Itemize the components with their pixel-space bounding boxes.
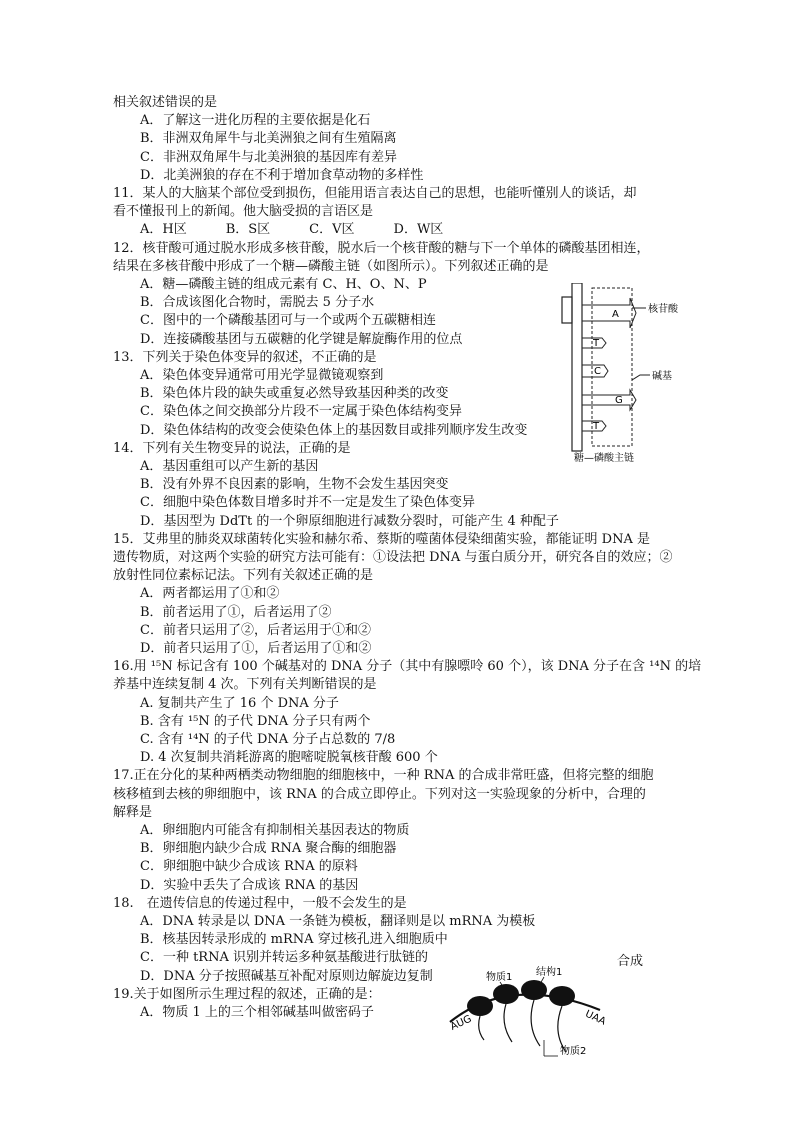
answer-option: C. 含有 ¹⁴N 的子代 DNA 分子占总数的 7/8: [140, 732, 396, 747]
base-letter: A: [612, 309, 619, 320]
question-line: 11．某人的大脑某个部位受到损伤，但能用语言表达自己的思想，也能听懂别人的谈话，却: [113, 186, 637, 201]
base-letter: T: [593, 338, 600, 349]
q18-option-c-tail: 合成: [617, 954, 644, 969]
answer-option: C．染色体之间交换部分片段不一定属于染色体结构变异: [140, 404, 462, 420]
answer-option: A．H区 B．S区 C．V区 D．W区: [140, 222, 444, 238]
ribosome: [493, 984, 519, 1004]
nucleotide-box: [582, 298, 636, 328]
answer-option: B. 含有 ¹⁵N 的子代 DNA 分子只有两个: [140, 713, 371, 729]
answer-option: C．一种 tRNA 识别并转运多种氨基酸进行肽链的: [140, 950, 428, 966]
question-line: 看不懂报刊上的新闻。他大脑受损的言语区是: [113, 204, 374, 220]
answer-option: A．染色体变异通常可用光学显微镜观察到: [140, 368, 384, 383]
answer-option: D．连接磷酸基团与五碳糖的化学键是解旋酶作用的位点: [140, 331, 463, 347]
question-line: 相关叙述错误的是: [113, 95, 218, 110]
answer-option: D. 4 次复制共消耗游离的胞嘧啶脱氧核苷酸 600 个: [140, 750, 438, 766]
question-line: 养基中连续复制 4 次。下列有关判断错误的是: [113, 677, 377, 693]
ribosome: [521, 980, 547, 1000]
label-structure1: 结构1: [536, 967, 563, 978]
label-substance1: 物质1: [486, 972, 513, 983]
answer-option: A．物质 1 上的三个相邻碱基叫做密码子: [140, 1005, 374, 1020]
question-line: 结果在多核苷酸中形成了一个糖—磷酸主链（如图所示）。下列叙述正确的是: [113, 258, 549, 274]
polypeptide-chain: [504, 1004, 512, 1042]
answer-option: B．前者运用了①，后者运用了②: [140, 604, 332, 620]
answer-option: A．了解这一进化历程的主要依据是化石: [140, 113, 371, 129]
answer-option: A．糖—磷酸主链的组成元素有 C、H、O、N、P: [140, 277, 427, 292]
answer-option: D．前者只运用了①，后者运用了①和②: [140, 641, 372, 656]
base-letter: T: [593, 421, 600, 432]
base-shape-3: [582, 390, 636, 410]
backbone-cap: [562, 297, 572, 323]
stop-codon: UAA: [583, 1008, 608, 1028]
answer-option: C．前者只运用了②，后者运用于①和②: [140, 622, 371, 638]
answer-option: B．合成该图化合物时，需脱去 5 分子水: [140, 295, 375, 311]
dna-backbone-diagram: [560, 283, 692, 463]
question-line: 19.关于如图所示生理过程的叙述，正确的是：: [113, 986, 381, 1002]
answer-option: A．两者都运用了①和②: [140, 586, 280, 602]
answer-option: A．卵细胞内可能含有抑制相关基因表达的物质: [140, 823, 410, 838]
question-line: 17.正在分化的某种两栖类动物细胞的细胞核中，一种 RNA 的合成非常旺盛，但将完整的细胞: [113, 768, 654, 784]
answer-option: A．DNA 转录是以 DNA 一条链为模板，翻译则是以 mRNA 为模板: [140, 914, 536, 929]
answer-option: C．细胞中染色体数目增多时并不一定是发生了染色体变异: [140, 495, 475, 511]
question-line: 放射性同位素标记法。下列有关叙述正确的是: [113, 568, 374, 584]
question-line: 核移植到去核的卵细胞中，该 RNA 的合成立即停止。下列对这一实验现象的分析中，合理的: [113, 786, 646, 802]
answer-option: B．核基因转录形成的 mRNA 穿过核孔进入细胞质中: [140, 932, 448, 948]
question-line: 14．下列有关生物变异的说法，正确的是: [113, 440, 351, 456]
answer-option: B．非洲双角犀牛与北美洲狼之间有生殖隔离: [140, 131, 397, 147]
start-codon: AUG: [448, 1013, 474, 1033]
question-line: 13．下列关于染色体变异的叙述，不正确的是: [113, 349, 377, 365]
question-line: 解释是: [113, 804, 153, 820]
label-backbone: 糖—磷酸主链: [574, 453, 634, 463]
answer-option: A．基因重组可以产生新的基因: [140, 459, 319, 474]
base-letter: C: [594, 366, 601, 377]
base-letter: G: [615, 395, 623, 406]
polypeptide-chain: [479, 1016, 484, 1040]
label-nucleotide: 核苷酸: [648, 304, 678, 315]
answer-option: D．北美洲狼的存在不利于增加食草动物的多样性: [140, 167, 424, 183]
polypeptide-chain: [531, 1000, 540, 1046]
label-base: 碱基: [652, 371, 672, 382]
answer-option: B．卵细胞内缺少合成 RNA 聚合酶的细胞器: [140, 841, 397, 857]
answer-option: C．图中的一个磷酸基团可与一个或两个五碳糖相连: [140, 313, 436, 329]
answer-option: D．基因型为 DdTt 的一个卵原细胞进行减数分裂时，可能产生 4 种配子: [140, 513, 559, 529]
question-line: 15．艾弗里的肺炎双球菌转化实验和赫尔希、蔡斯的噬菌体侵染细菌实验，都能证明 DNA 是: [113, 531, 650, 547]
answer-option: D．DNA 分子按照碱基互补配对原则边解旋边复制: [140, 968, 433, 984]
question-line: 18. 在遗传信息的传递过程中，一般不会发生的是: [113, 895, 407, 911]
answer-option: D．染色体结构的改变会使染色体上的基因数目或排列顺序发生改变: [140, 422, 528, 438]
question-line: 16.用 ¹⁵N 标记含有 100 个碱基对的 DNA 分子（其中有腺嘌呤 60 个），该 DNA 分子在含 ¹⁴N 的培: [113, 659, 702, 675]
question-line: 12．核苷酸可通过脱水形成多核苷酸，脱水后一个核苷酸的糖与下一个单体的磷酸基团相连，: [113, 240, 650, 256]
answer-option: A. 复制共产生了 16 个 DNA 分子: [140, 695, 339, 711]
translation-diagram: [440, 966, 620, 1060]
answer-option: C．卵细胞中缺少合成该 RNA 的原料: [140, 859, 358, 875]
question-line: 遗传物质，对这两个实验的研究方法可能有：①设法把 DNA 与蛋白质分开，研究各自的效应；②: [113, 550, 673, 565]
answer-option: C．非洲双角犀牛与北美洲狼的基因库有差异: [140, 149, 397, 165]
backbone-bar: [572, 283, 582, 451]
answer-option: D．实验中丢失了合成该 RNA 的基因: [140, 877, 359, 893]
ribosome: [549, 986, 575, 1006]
answer-option: B．染色体片段的缺失或重复必然导致基因种类的改变: [140, 386, 449, 402]
ribosome: [467, 996, 493, 1016]
label-substance2: 物质2: [560, 1046, 587, 1057]
answer-option: B．没有外界不良因素的影响，生物不会发生基因突变: [140, 477, 449, 493]
